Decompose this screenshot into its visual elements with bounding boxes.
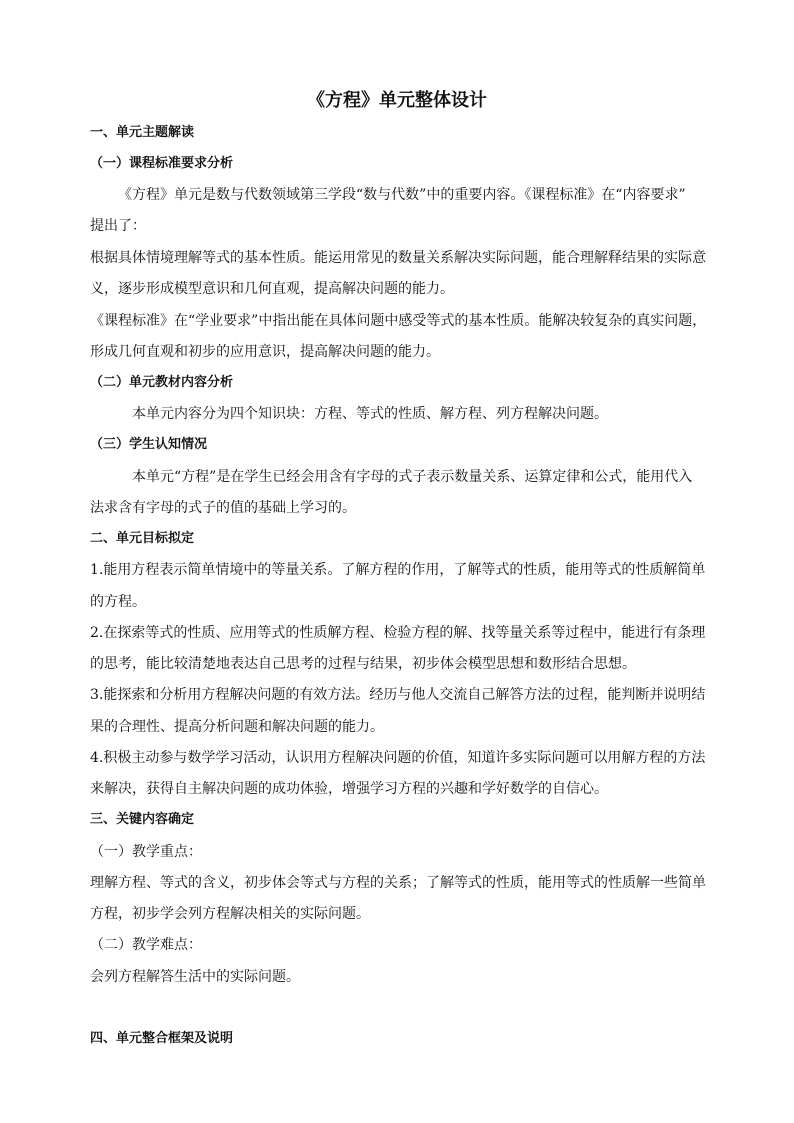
document-title: 《方程》单元整体设计 (307, 90, 487, 111)
section-1-sub1-heading: （一）课程标准要求分析 (90, 156, 234, 171)
paragraph-line: 本单元内容分为四个知识块：方程、等式的性质、解方程、列方程解决问题。 (132, 406, 608, 422)
section-2-heading: 二、单元目标拟定 (90, 531, 195, 546)
paragraph-line: 《课程标准》在“学业要求”中指出能在具体问题中感受等式的基本性质。能解决较复杂的真实问题， (90, 313, 707, 329)
goal-3-line: 3.能探索和分析用方程解决问题的有效方法。经历与他人交流自己解答方法的过程，能判断并说明结 (90, 687, 706, 703)
paragraph-line: 形成几何直观和初步的应用意识，提高解决问题的能力。 (90, 344, 440, 360)
goal-4-line: 来解决，获得自主解决问题的成功体验，增强学习方程的兴趣和学好数学的自信心。 (90, 781, 608, 797)
paragraph-line: 法求含有字母的式子的值的基础上学习的。 (90, 500, 356, 516)
paragraph-line: 根据具体情境理解等式的基本性质。能运用常见的数量关系解决实际问题，能合理解释结果的实际意 (90, 250, 706, 266)
section-4-heading: 四、单元整合框架及说明 (90, 1031, 234, 1046)
paragraph-line: 义，逐步形成模型意识和几何直观，提高解决问题的能力。 (90, 281, 454, 297)
goal-3-line: 果的合理性、提高分析问题和解决问题的能力。 (90, 719, 384, 735)
paragraph-line: 理解方程、等式的含义，初步体会等式与方程的关系；了解等式的性质，能用等式的性质解一些简单 (90, 875, 706, 891)
section-1-sub3-heading: （三）学生认知情况 (90, 437, 208, 452)
paragraph-line: 会列方程解答生活中的实际问题。 (90, 969, 300, 985)
section-3-sub1-heading: （一）教学重点： (90, 844, 202, 860)
goal-2-line: 2.在探索等式的性质、应用等式的性质解方程、检验方程的解、找等量关系等过程中，能进行有条理 (90, 625, 706, 641)
goal-2-line: 的思考，能比较清楚地表达自己思考的过程与结果，初步体会模型思想和数形结合思想。 (90, 656, 636, 672)
paragraph-line: 方程，初步学会列方程解决相关的实际问题。 (90, 906, 370, 922)
section-1-sub2-heading: （二）单元教材内容分析 (90, 375, 234, 390)
goal-1-line: 的方程。 (90, 594, 146, 610)
paragraph-line: 《方程》单元是数与代数领域第三学段“数与代数”中的重要内容。《课程标准》在“内容要求” (118, 187, 686, 203)
goal-1-line: 1.能用方程表示简单情境中的等量关系。了解方程的作用，了解等式的性质，能用等式的性质解简单 (90, 562, 706, 578)
section-3-heading: 三、关键内容确定 (90, 812, 195, 827)
section-3-sub2-heading: （二）教学难点： (90, 937, 202, 953)
goal-4-line: 4.积极主动参与数学学习活动，认识用方程解决问题的价值，知道许多实际问题可以用解方程的方法 (90, 750, 706, 766)
paragraph-line: 提出了： (90, 218, 146, 234)
paragraph-line: 本单元“方程”是在学生已经会用含有字母的式子表示数量关系、运算定律和公式，能用代入 (132, 469, 693, 485)
section-1-heading: 一、单元主题解读 (90, 125, 195, 140)
